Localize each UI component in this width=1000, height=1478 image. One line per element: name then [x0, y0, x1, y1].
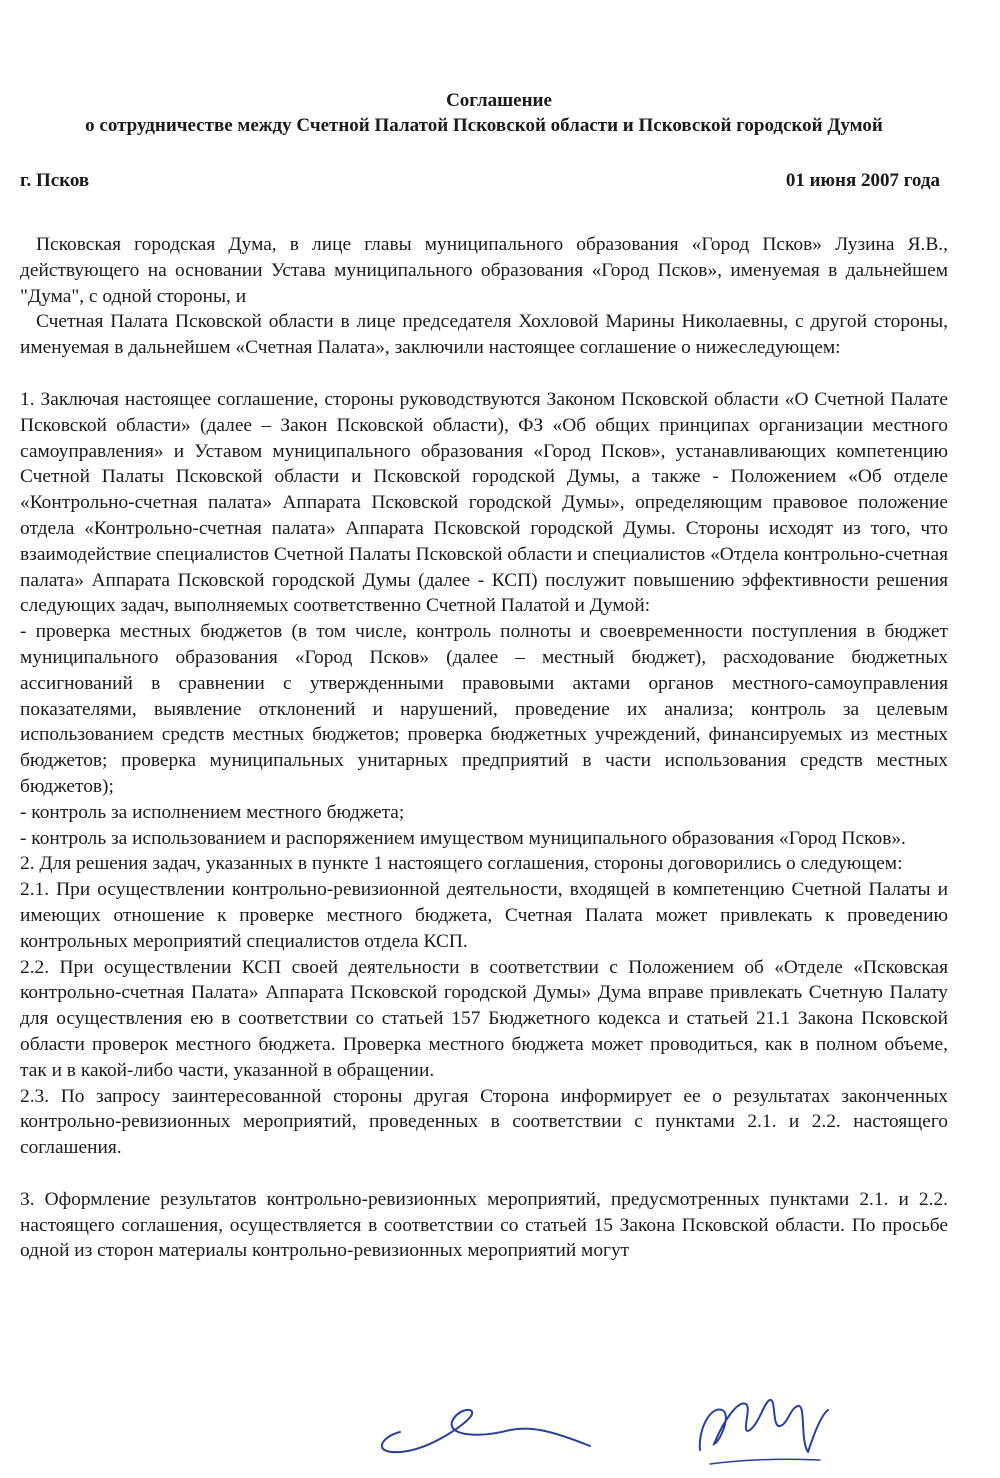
paragraph-preamble-duma: Псковская городская Дума, в лице главы муниципального образования «Город Псков» Лузина Я.В., действующего на основании Устава муниципального образования «Город Псков», именуемая в дальнейшем "Дума", с одной стороны, и: [20, 234, 948, 307]
document-meta: [20, 170, 948, 192]
paragraph-task-budget-execution: - контроль за исполнением местного бюджета;: [20, 801, 405, 823]
signature-right: [680, 1380, 840, 1472]
paragraph-spacer: [20, 1161, 948, 1187]
paragraph-task-budget-check: - проверка местных бюджетов (в том числе, контроль полноты и своевременности поступления в бюджет муниципального образования «Город Псков» (далее – местный бюджет), расходование бюджетных ассигнований в сравнении с утвержденными правовыми актами органов местного-самоуправления показателями, выявление отклонений и нарушений, проведение их анализа; контроль за целевым использованием средств местных бюджетов; проверка бюджетных учреждений, финансируемых из местных бюджетов; проверка муниципальных унитарных предприятий в части использования средств местных бюджетов);: [20, 621, 948, 797]
signatures-area: [0, 1376, 1000, 1478]
signature-left: [360, 1392, 600, 1462]
paragraph-preamble-chamber: Счетная Палата Псковской области в лице председателя Хохловой Марины Николаевны, с другой стороны, именуемая в дальнейшем «Счетная Палата», заключили настоящее соглашение о нижеследующем:: [20, 311, 948, 359]
paragraph-clause-2-3: 2.3. По запросу заинтересованной стороны другая Сторона информирует ее о результатах законченных контрольно-ревизионных мероприятий, проведенных в соответствии с пунктами 2.1. и 2.2. настоящего соглашения.: [20, 1085, 948, 1159]
paragraph-spacer: [20, 361, 948, 387]
document-body: [20, 232, 948, 1264]
paragraph-clause-2-2: 2.2. При осуществлении КСП своей деятельности в соответствии с Положением об «Отделе «Псковская контрольно-счетная Палата» Аппарата Псковской городской Думы» Дума вправе привлекать Счетную Палату для осуществления ею в соответствии со статьей 157 Бюджетного кодекса и статьей 21.1 Закона Псковской области проверок местного бюджета. Проверка местного бюджета может проводиться, как в полном объеме, так и в какой-либо части, указанной в обращении.: [20, 956, 948, 1081]
paragraph-clause-1: 1. Заключая настоящее соглашение, стороны руководствуются Законом Псковской области «О Счетной Палате Псковской области» (далее – Закон Псковской области), ФЗ «Об общих принципах организации местного самоуправления» и Уставом муниципального образования «Город Псков», устанавливающих компетенцию Счетной Палаты Псковской области и Псковской городской Думы, а также - Положением «Об отделе «Контрольно-счетная палата» Аппарата Псковской городской Думы», определяющим правовое положение отдела «Контрольно-счетная палата» Аппарата Псковской городской Думы. Стороны исходят из того, что взаимодействие специалистов Счетной Палаты Псковской области и специалистов «Отдела контрольно-счетная палата» Аппарата Псковской городской Думы (далее - КСП) послужит повышению эффективности решения следующих задач, выполняемых соответственно Счетной Палатой и Думой:: [20, 388, 948, 617]
document-city: г. Псков: [20, 170, 90, 191]
paragraph-clause-3: 3. Оформление результатов контрольно-ревизионных мероприятий, предусмотренных пунктами 2.1. и 2.2. настоящего соглашения, осуществляется в соответствии со статьей 15 Закона Псковской области. По просьбе одной из сторон материалы контрольно-ревизионных мероприятий могут: [20, 1188, 948, 1262]
paragraph-clause-2-1: 2.1. При осуществлении контрольно-ревизионной деятельности, входящей в компетенцию Счетной Палаты и имеющих отношение к проверке местного бюджета, Счетная Палата может привлекать к проведению контрольных мероприятий специалистов отдела КСП.: [20, 879, 948, 952]
paragraph-clause-2: 2. Для решения задач, указанных в пункте 1 настоящего соглашения, стороны договорились о следующем:: [20, 853, 903, 875]
document-title: Соглашение: [446, 90, 552, 111]
document-date: 01 июня 2007 года: [785, 170, 940, 191]
paragraph-task-property: - контроль за использованием и распоряжением имуществом муниципального образования «Город Псков».: [20, 827, 906, 849]
document-subtitle: о сотрудничестве между Счетной Палатой Псковской области и Псковской городской Думой: [85, 115, 883, 136]
